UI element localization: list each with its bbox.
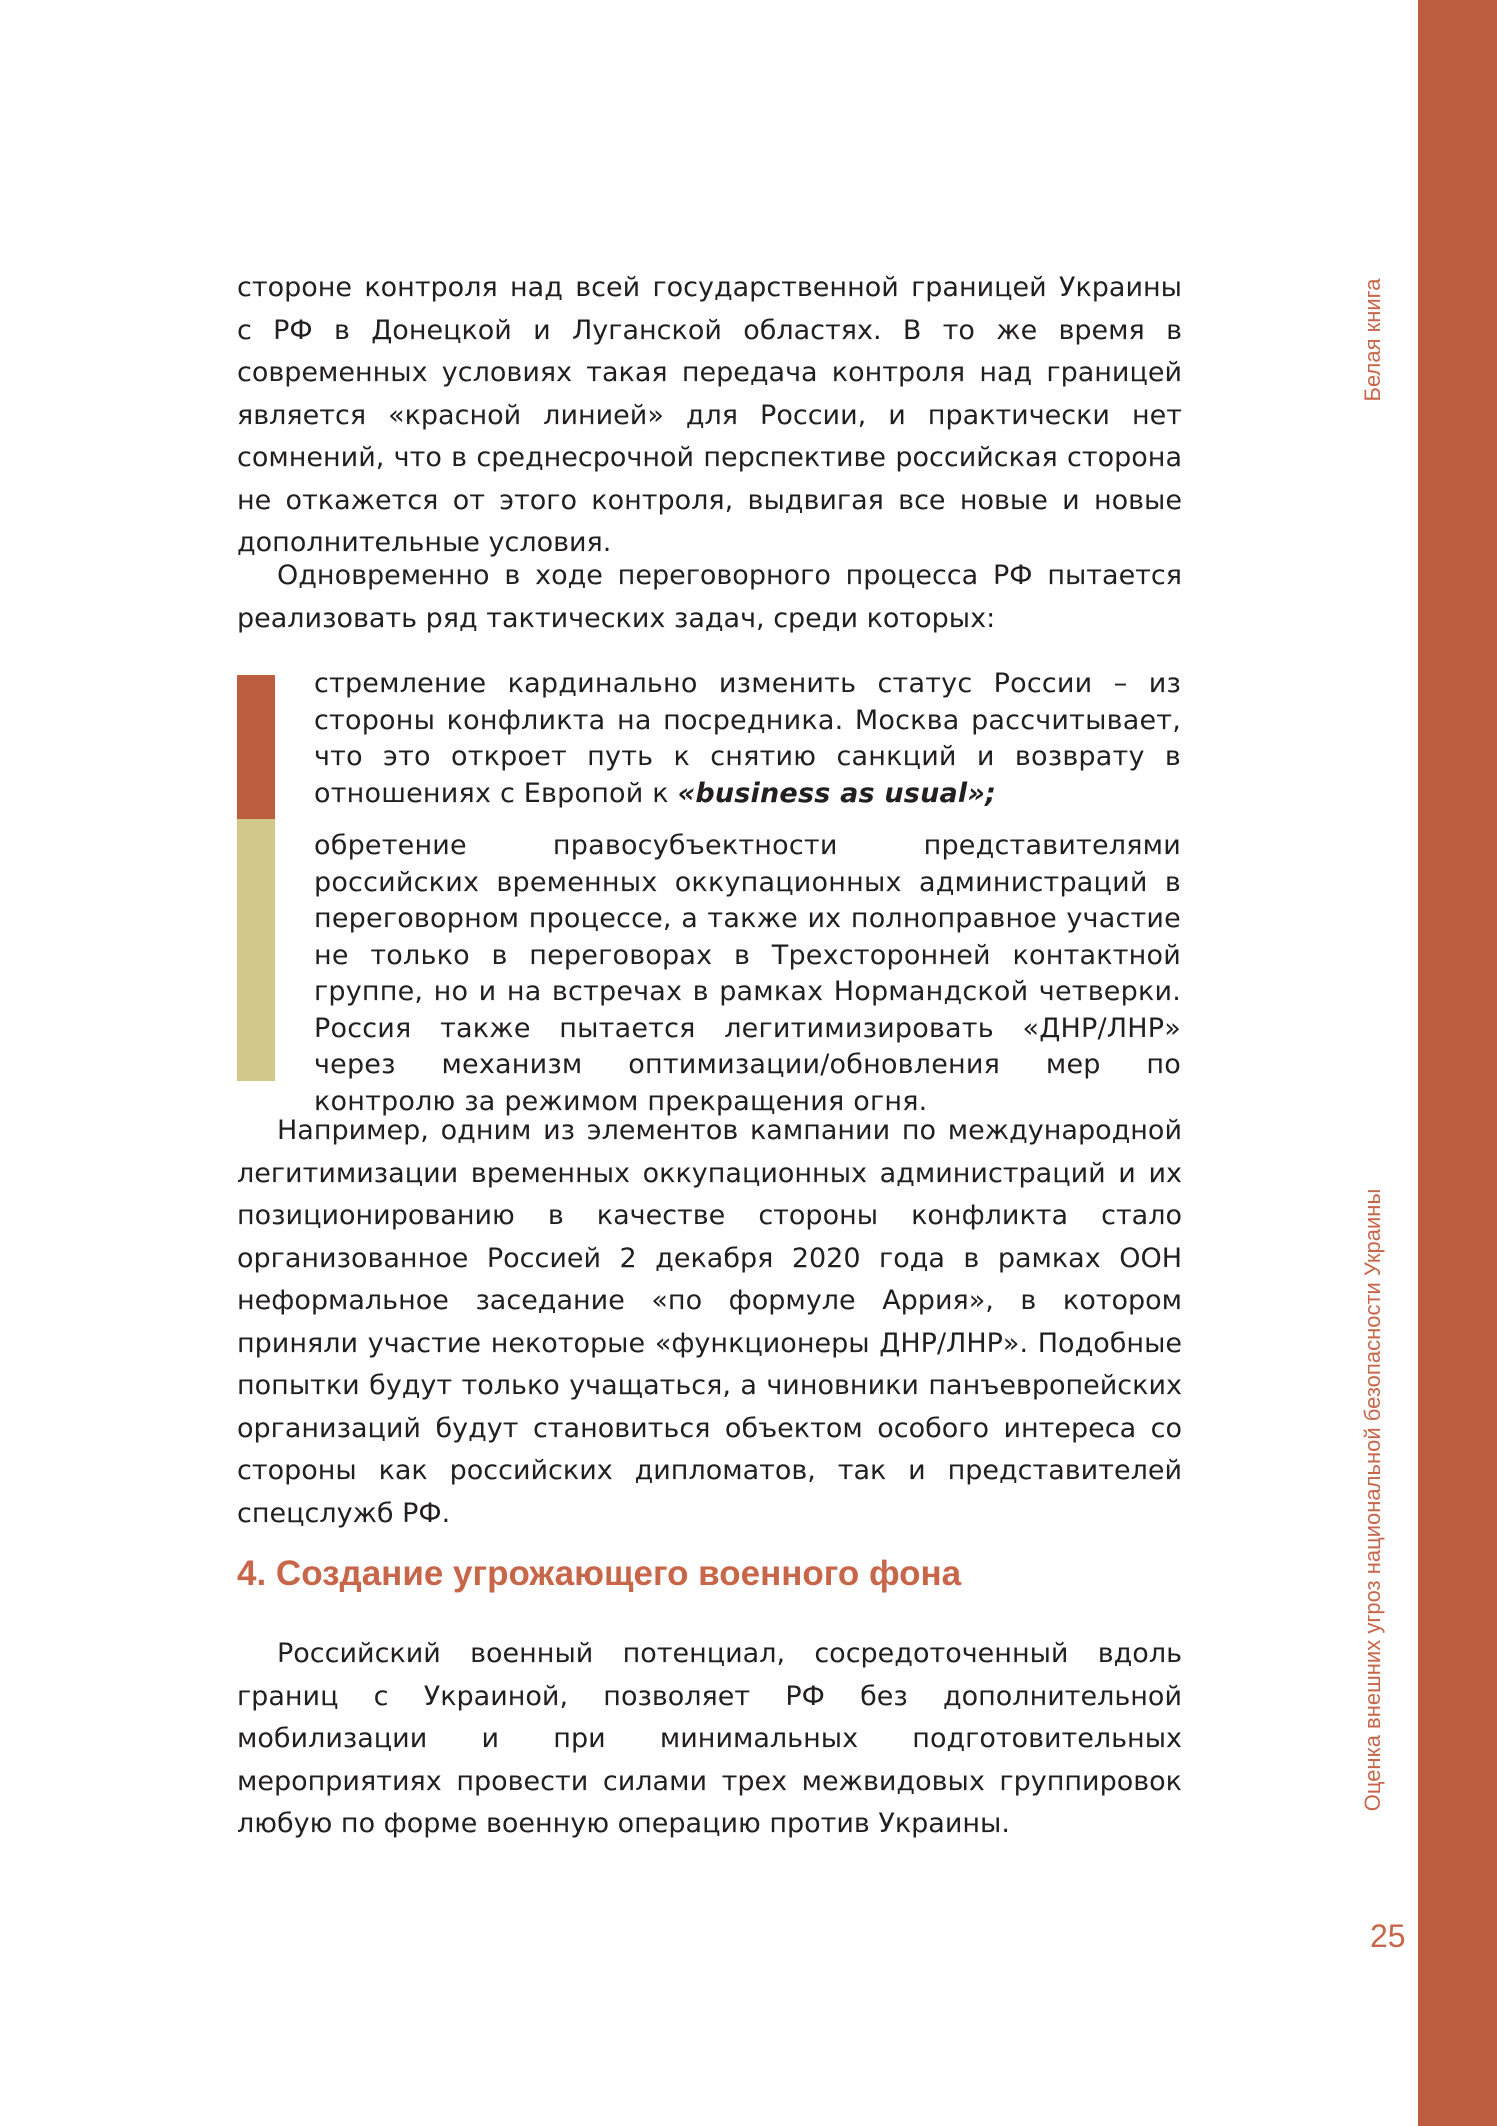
paragraph-1: стороне контроля над всей государственной границей Украины с РФ в Донецкой и Луганской областях. В то же время в современных условиях такая передача контроля над границей является «красной линией» для России, и практически нет сомнений, что в среднесрочной перспективе российская сторона не откажется от этого контроля, выдвигая все новые и новые дополнительные условия. — [237, 272, 1182, 558]
page-number: 25 — [1370, 1918, 1406, 1954]
section-heading: 4. Создание угрожающего военного фона — [237, 1554, 962, 1593]
bullet-item-1-text: стремление кардинально изменить статус России – из стороны конфликта на посредника. Москва рассчитывает, что это откроет путь к снятию санкций и возврату в отношениях с Европой к — [314, 668, 1181, 809]
paragraph-2: Одновременно в ходе переговорного процесса РФ пытается реализовать ряд тактических задач, среди которых: — [237, 560, 1182, 634]
running-header-title: Оценка внешних угроз национальной безопасности Украины — [1360, 1188, 1385, 1812]
bullet-marker-red — [237, 675, 275, 819]
paragraph-4: Российский военный потенциал, сосредоточенный вдоль границ с Украиной, позволяет РФ без дополнительной мобилизации и при минимальных подготовительных мероприятиях провести силами трех межвидовых группировок любую по форме военную операцию против Украины. — [237, 1638, 1182, 1839]
running-header-brand: Белая книга — [1360, 278, 1385, 402]
paragraph-3: Например, одним из элементов кампании по международной легитимизации временных оккупационных администраций и их позиционированию в качестве стороны конфликта стало организованное Россией 2 декабря 2020 года в рамках ООН неформальное заседание «по формуле Аррия», в котором приняли участие некоторые «функционеры ДНР/ЛНР». Подобные попытки будут только учащаться, а чиновники панъевропейских организаций будут становиться объектом особого интереса со стороны как российских дипломатов, так и представителей спецслужб РФ. — [237, 1115, 1182, 1529]
bullet-item-2-text: обретение правосубъектности представителями российских временных оккупационных администраций в переговорном процессе, а также их полноправное участие не только в переговорах в Трехсторонней контактной группе, но и на встречах в рамках Нормандской четверки. Россия также пытается легитимизировать «ДНР/ЛНР» через механизм оптимизации/обновления мер по контролю за режимом прекращения огня. — [314, 830, 1181, 1117]
bullet-item-2 — [314, 828, 1181, 1120]
sidebar-band — [1418, 0, 1497, 2126]
bullet-item-1 — [314, 666, 1181, 812]
bullet-marker-khaki — [237, 819, 275, 1081]
bullet-item-1-emphasis: «business as usual»; — [677, 777, 997, 809]
